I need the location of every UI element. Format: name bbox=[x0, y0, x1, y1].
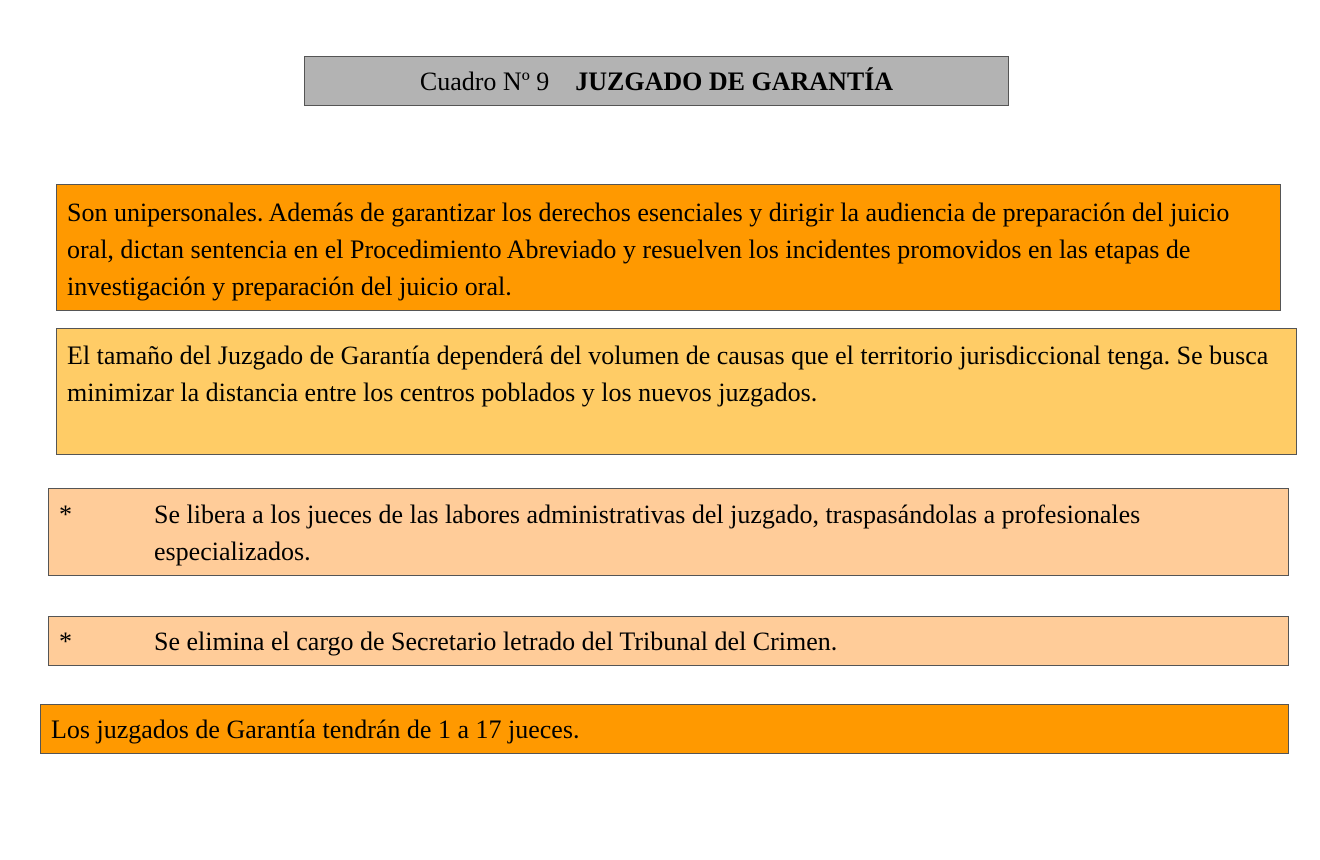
size-text: El tamaño del Juzgado de Garantía dependerá del volumen de causas que el territorio jurisdiccional tenga. Se busca minimizar la distancia entre los centros poblados y los nuevos juzgados. bbox=[67, 341, 1269, 407]
size-box bbox=[56, 328, 1297, 455]
description-box bbox=[56, 184, 1281, 311]
bullet-marker: * bbox=[59, 500, 72, 529]
bullet-box-secretary bbox=[48, 616, 1289, 666]
judges-text: Los juzgados de Garantía tendrán de 1 a 17 jueces. bbox=[51, 715, 580, 744]
description-text: Son unipersonales. Además de garantizar los derechos esenciales y dirigir la audiencia de preparación del juicio oral, dictan sentencia en el Procedimiento Abreviado y resuelven los incidentes promovidos en las etapas de investigación y preparación del juicio oral. bbox=[67, 198, 1230, 301]
bullet-row bbox=[59, 496, 1278, 570]
bullet-text: Se elimina el cargo de Secretario letrado del Tribunal del Crimen. bbox=[154, 627, 838, 656]
bullet-box-admin bbox=[48, 488, 1289, 576]
bullet-marker: * bbox=[59, 627, 72, 656]
bullet-text: Se libera a los jueces de las labores administrativas del juzgado, traspasándolas a profesionales especializados. bbox=[154, 500, 1141, 566]
page-title: JUZGADO DE GARANTÍA bbox=[575, 67, 894, 96]
title-box bbox=[304, 56, 1009, 106]
bullet-row bbox=[59, 623, 1278, 660]
judges-box bbox=[40, 704, 1289, 754]
title-prefix: Cuadro Nº 9 bbox=[419, 67, 550, 96]
